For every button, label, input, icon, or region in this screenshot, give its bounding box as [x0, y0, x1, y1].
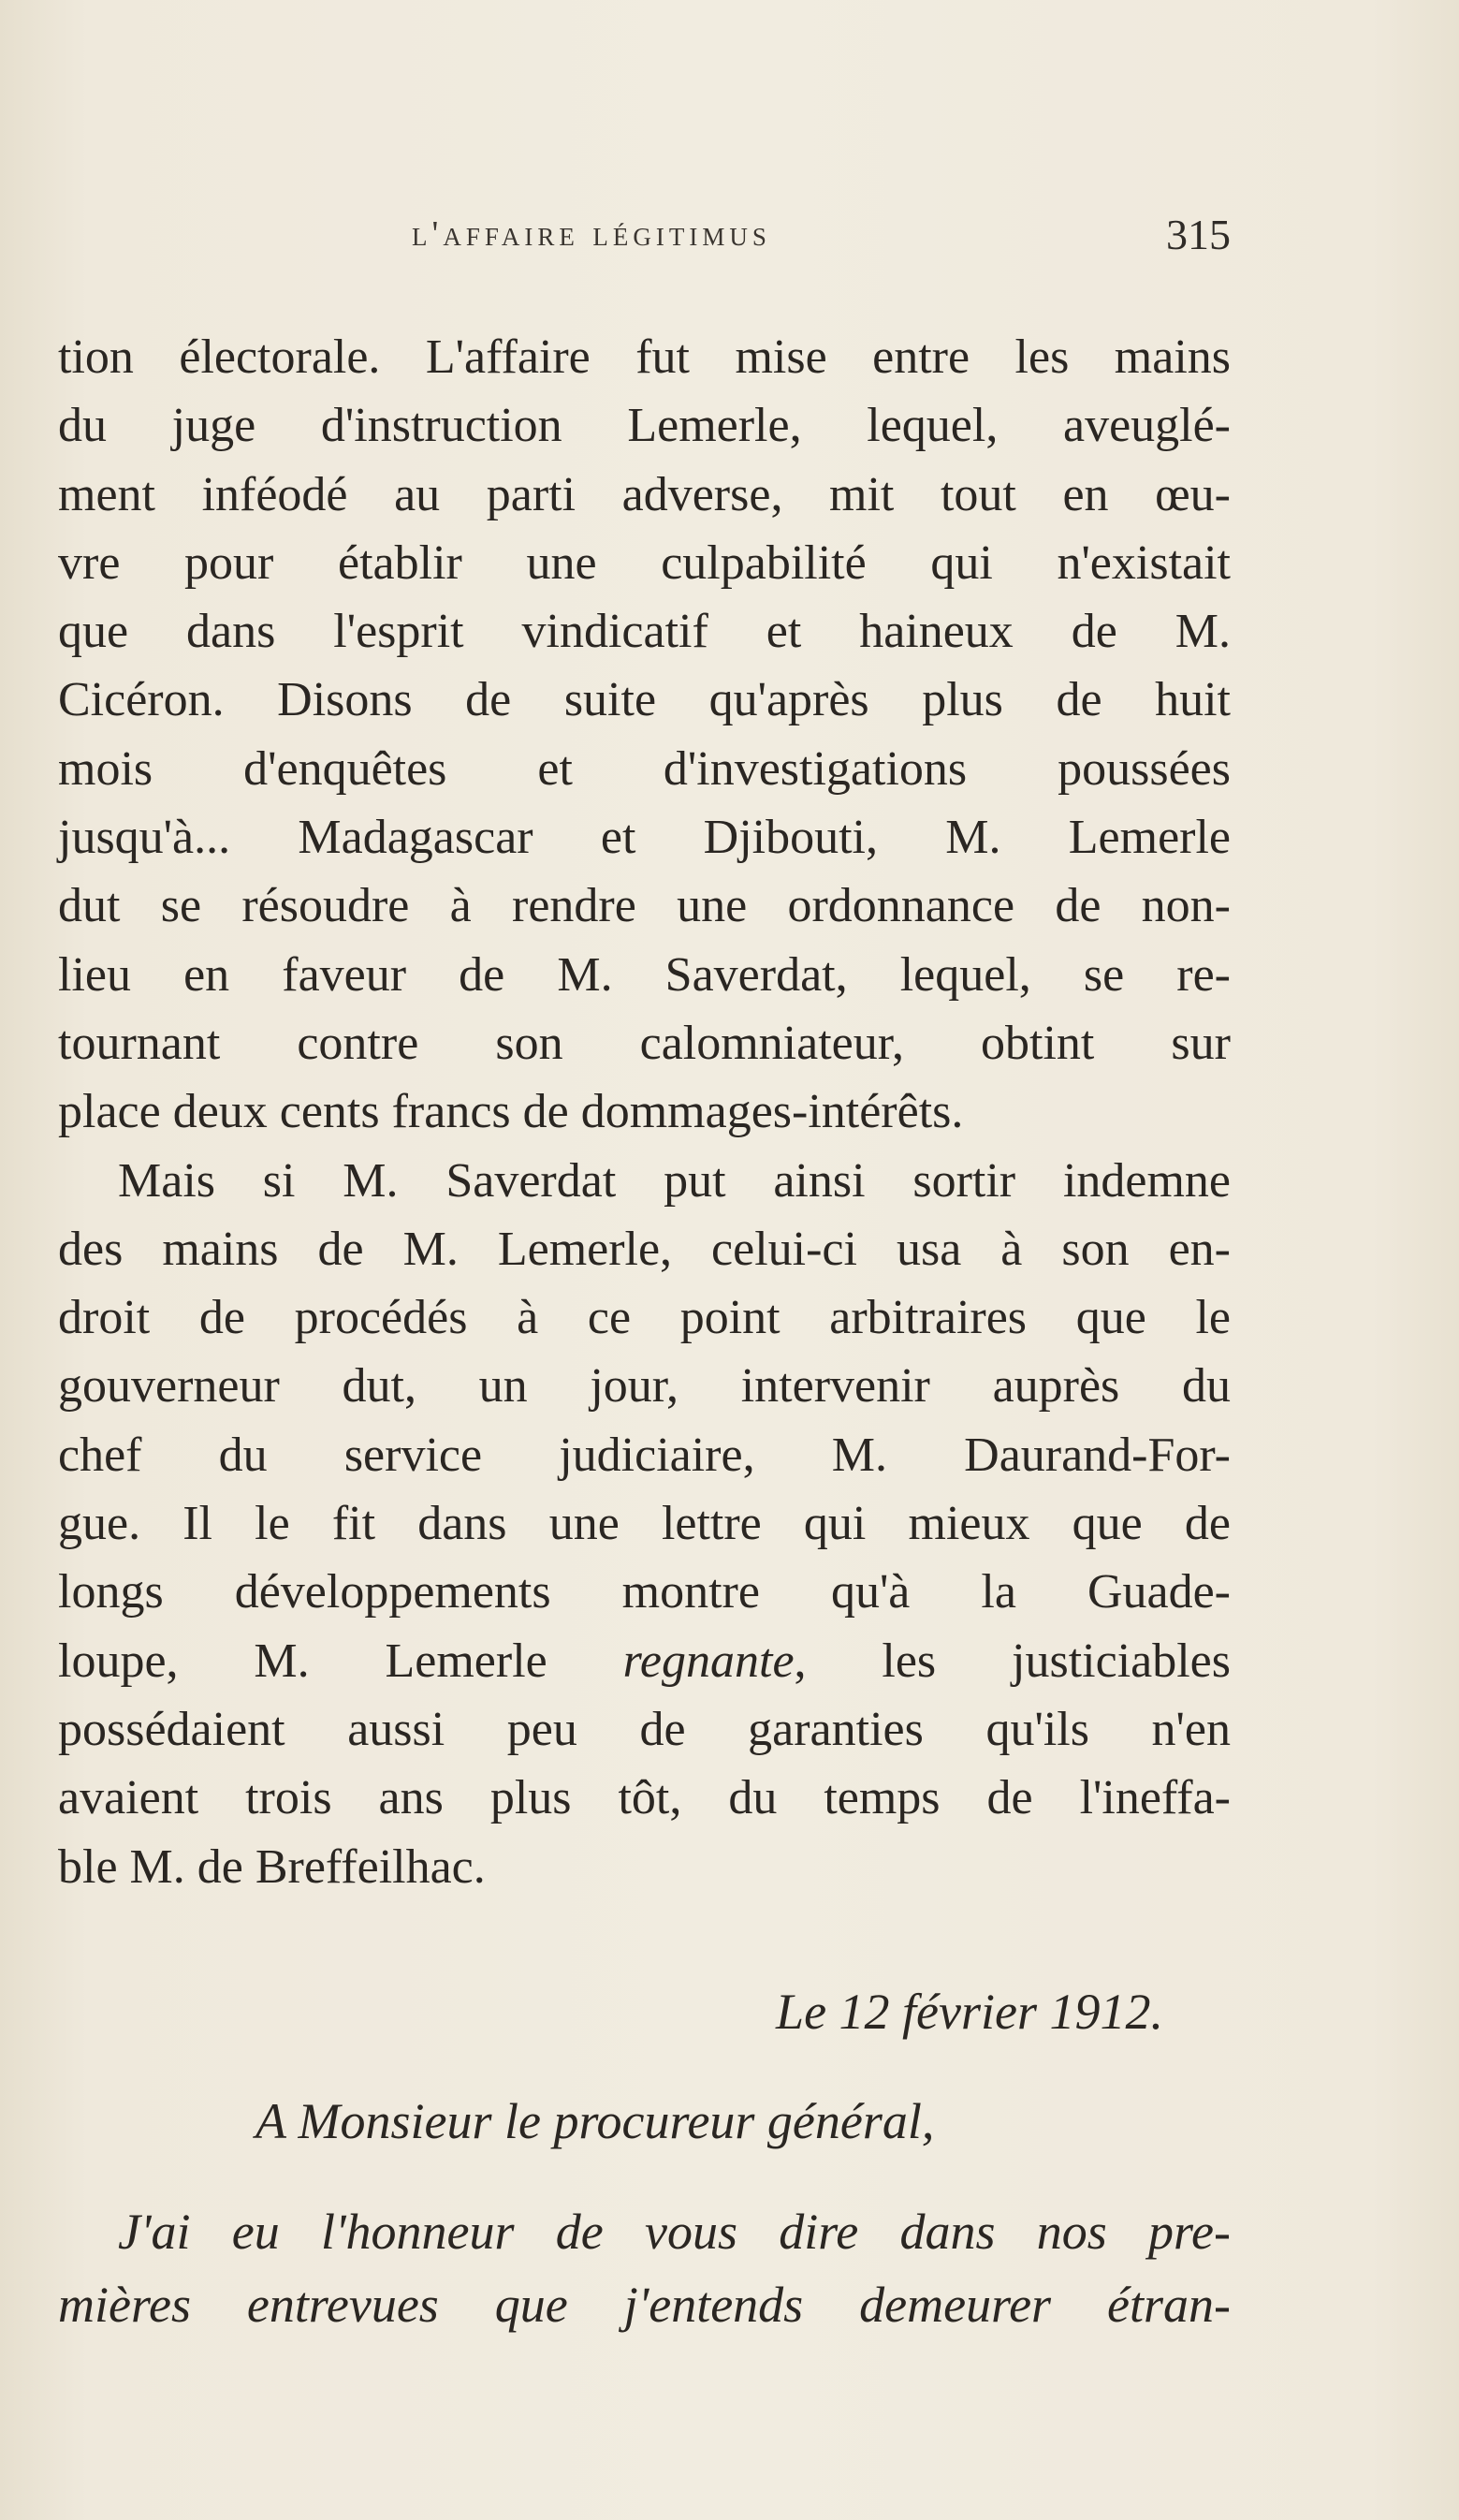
text-line: vre pour établir une culpabilité qui n'existait	[58, 535, 1231, 590]
page-number: 315	[1166, 211, 1231, 258]
text-line: ment inféodé au parti adverse, mit tout en œu-	[58, 467, 1231, 521]
text-line: du juge d'instruction Lemerle, lequel, aveuglé-	[58, 399, 1231, 453]
letter-dateline: Le 12 février 1912.	[776, 1984, 1163, 2040]
running-title: l'affaire légitimus	[412, 214, 771, 254]
text-line: mois d'enquêtes et d'investigations poussées	[58, 741, 1231, 796]
text-line: gouverneur dut, un jour, intervenir auprès du	[58, 1359, 1231, 1414]
text-line: que dans l'esprit vindicatif et haineux de M.	[58, 605, 1231, 659]
text-line: droit de procédés à ce point arbitraires que le	[58, 1291, 1231, 1345]
text-line: Cicéron. Disons de suite qu'après plus de huit	[58, 673, 1231, 727]
running-head	[201, 213, 1231, 270]
text-line: dut se résoudre à rendre une ordonnance de non-	[58, 879, 1231, 933]
text-line	[58, 1627, 1231, 1695]
text-line: gue. Il le fit dans une lettre qui mieux que de	[58, 1497, 1231, 1551]
text-segment: loupe, M. Lemerle	[58, 1634, 547, 1688]
text-line: lieu en faveur de M. Saverdat, lequel, se re-	[58, 947, 1231, 1002]
text-line: jusqu'à... Madagascar et Djibouti, M. Lemerle	[58, 811, 1231, 865]
letter-line: J'ai eu l'honneur de vous dire dans nos pre-	[118, 2204, 1231, 2260]
text-line: tion électorale. L'affaire fut mise entre les mains	[58, 330, 1231, 384]
letter-body	[58, 2195, 1231, 2341]
text-line: longs développements montre qu'à la Guade-	[58, 1565, 1231, 1619]
body-text	[58, 323, 1231, 1901]
text-line: ble M. de Breffeilhac.	[58, 1839, 486, 1894]
text-line: avaient trois ans plus tôt, du temps de l'ineffa-	[58, 1771, 1231, 1825]
paragraph-start-line: Mais si M. Saverdat put ainsi sortir indemne	[118, 1153, 1231, 1208]
letter-line: mières entrevues que j'entends demeurer étran-	[58, 2277, 1231, 2333]
text-line: tournant contre son calomniateur, obtint sur	[58, 1016, 1231, 1070]
italic-word: regnante	[622, 1634, 795, 1688]
text-line: possédaient aussi peu de garanties qu'ils n'en	[58, 1702, 1231, 1756]
text-segment: , les justiciables	[794, 1634, 1231, 1688]
letter-salutation: A Monsieur le procureur général,	[255, 2093, 935, 2149]
text-line: chef du service judiciaire, M. Daurand-For-	[58, 1428, 1231, 1482]
text-line: place deux cents francs de dommages-intérêts.	[58, 1085, 964, 1139]
text-line: des mains de M. Lemerle, celui-ci usa à son en-	[58, 1222, 1231, 1276]
